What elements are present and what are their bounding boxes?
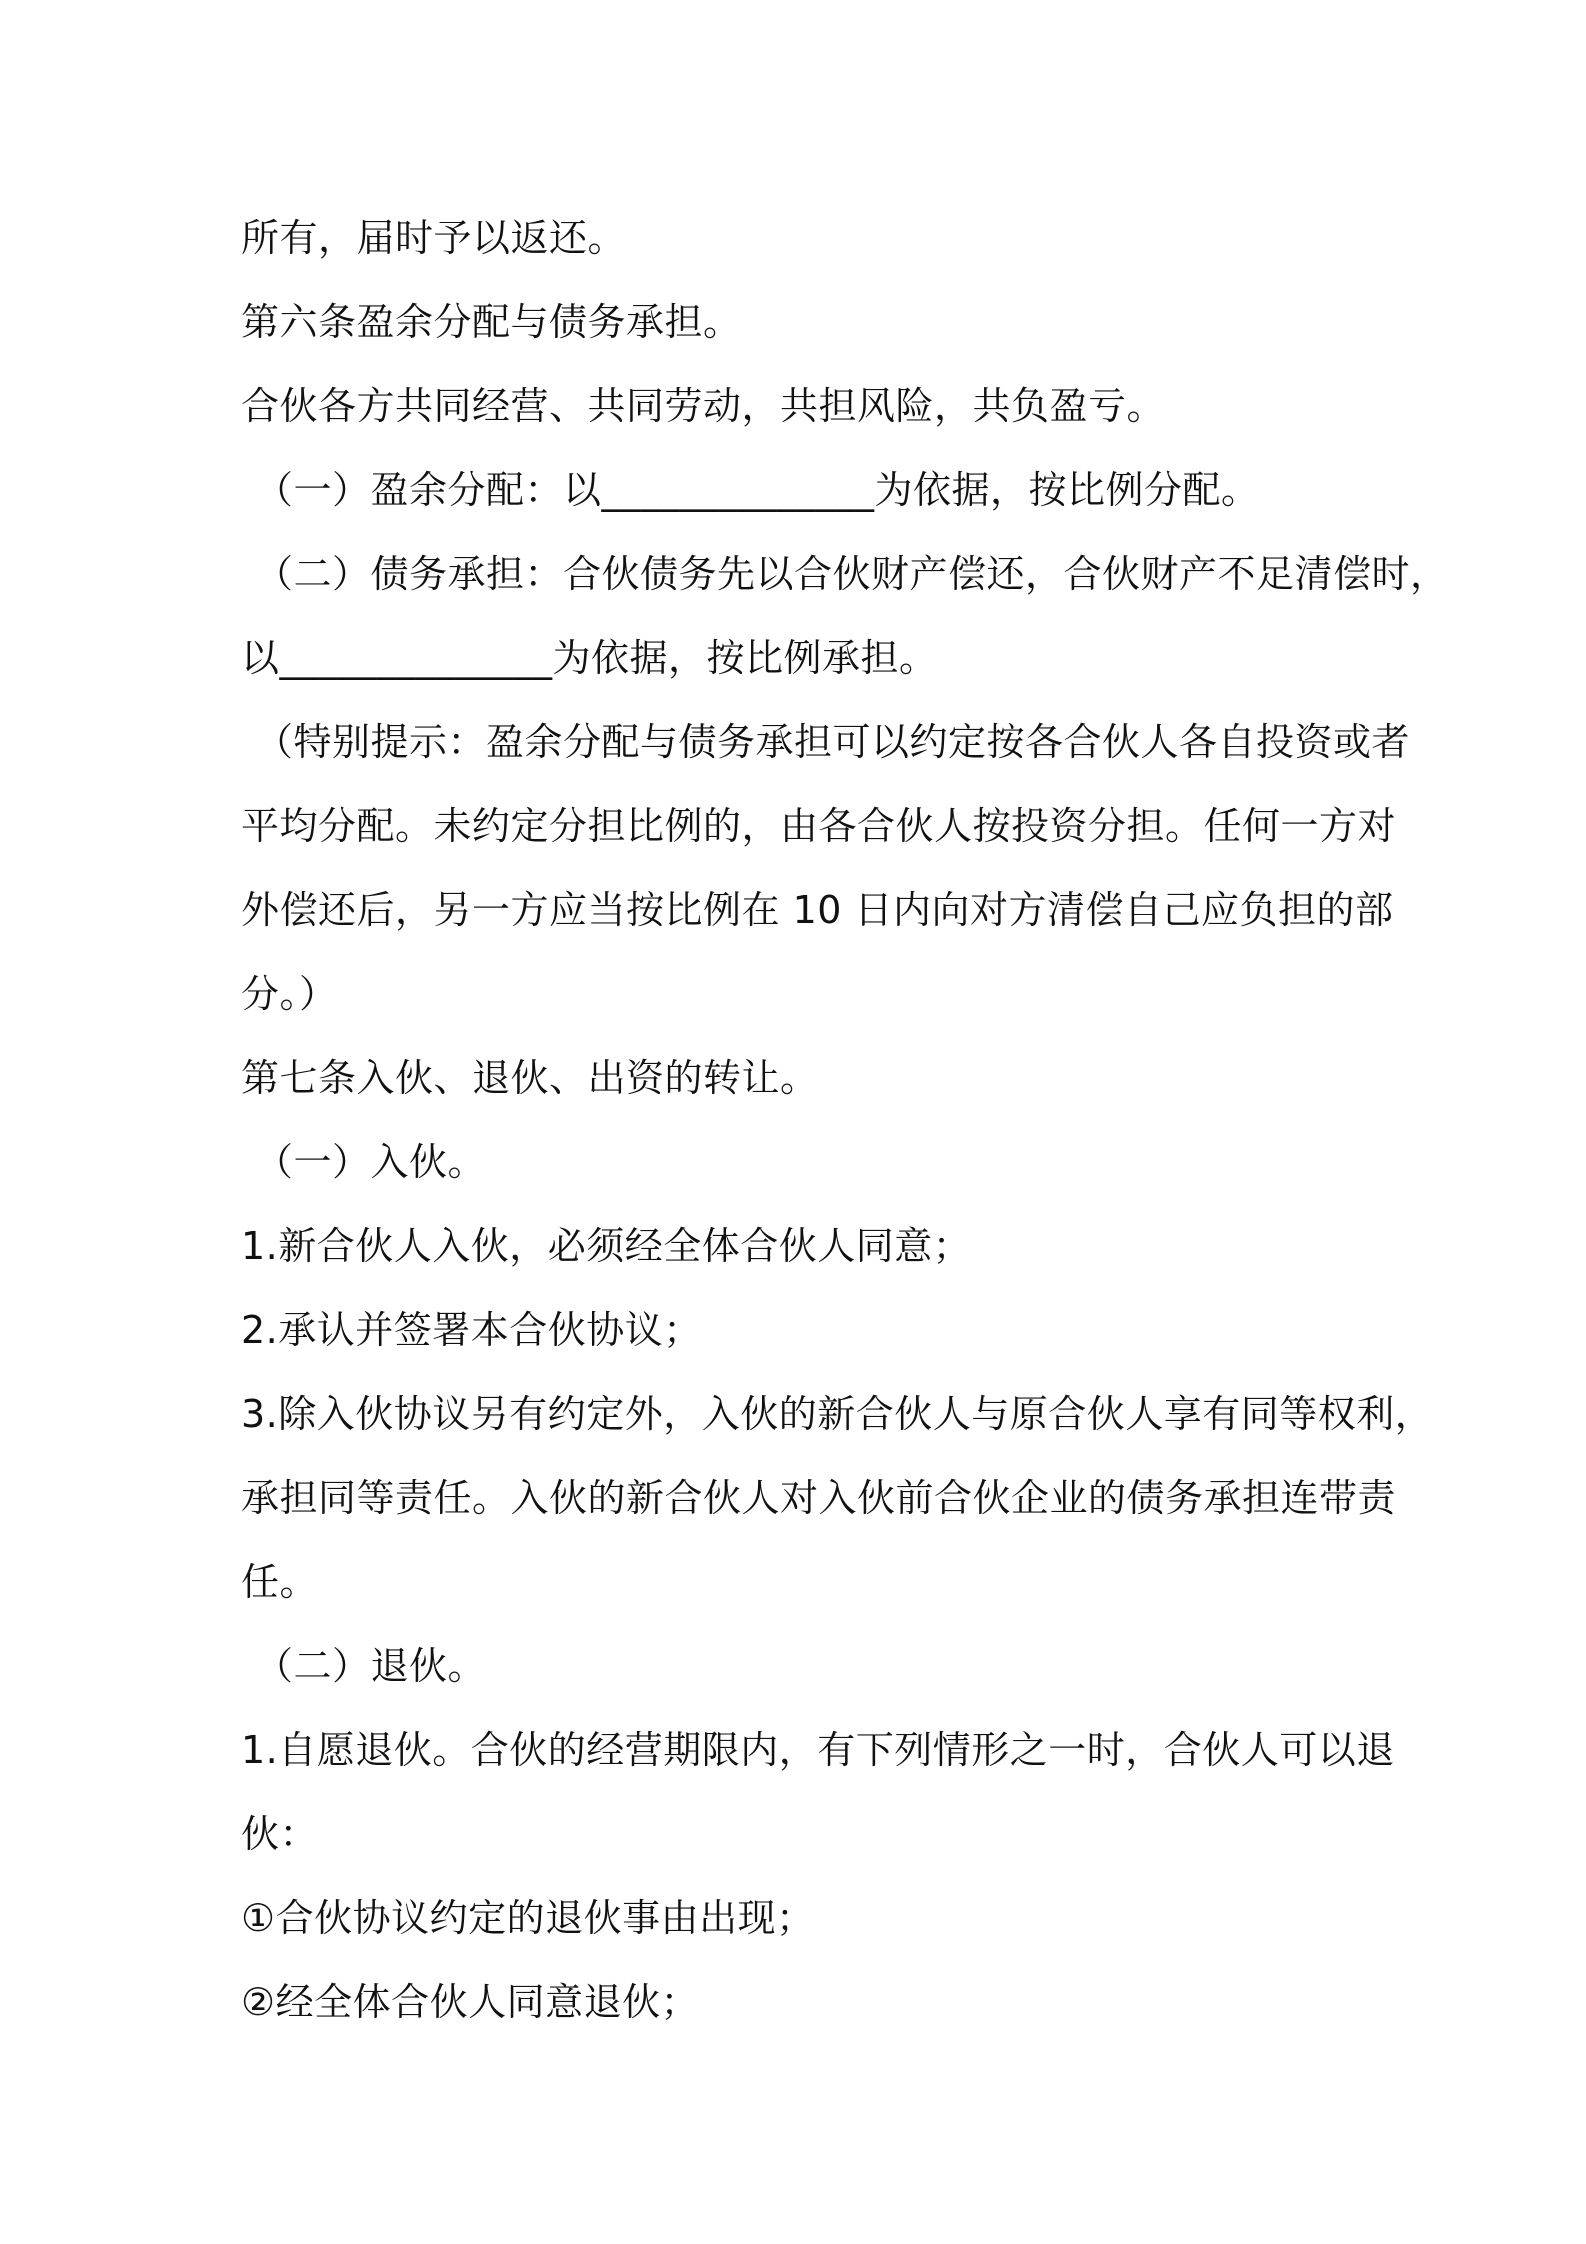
- section-withdrawal-heading: （二）退伙。: [255, 1644, 487, 1688]
- article-7-heading: 第七条入伙、退伙、出资的转让。: [241, 1056, 819, 1100]
- section-joining-heading: （一）入伙。: [255, 1140, 487, 1184]
- list-item: 3.除入伙协议另有约定外，入伙的新合伙人与原合伙人享有同等权利，: [241, 1392, 1434, 1436]
- text-line: 平均分配。未约定分担比例的，由各合伙人按投资分担。任何一方对: [241, 804, 1397, 848]
- text-line: 外偿还后，另一方应当按比例在 10 日内向对方清偿自己应负担的部: [241, 888, 1394, 932]
- special-note: （特别提示：盈余分配与债务承担可以约定按各合伙人各自投资或者: [255, 720, 1411, 764]
- list-item: 1.自愿退伙。合伙的经营期限内，有下列情形之一时，合伙人可以退: [241, 1728, 1395, 1772]
- text-line: 所有，届时予以返还。: [241, 216, 627, 260]
- text-line: 任。: [241, 1560, 319, 1604]
- text-line: 以______________为依据，按比例承担。: [241, 636, 938, 680]
- text-line: 分。）: [241, 972, 338, 1016]
- list-item: 2.承认并签署本合伙协议；: [241, 1308, 702, 1352]
- debt-bearing-clause: （二）债务承担：合伙债务先以合伙财产偿还，合伙财产不足清偿时，: [255, 552, 1449, 596]
- article-6-heading: 第六条盈余分配与债务承担。: [241, 300, 742, 344]
- list-item: ②经全体合伙人同意退伙；: [241, 1980, 700, 2024]
- text-line: 合伙各方共同经营、共同劳动，共担风险，共负盈亏。: [241, 384, 1166, 428]
- text-line: 伙：: [241, 1812, 319, 1856]
- list-item: ①合伙协议约定的退伙事由出现；: [241, 1896, 815, 1940]
- text-line: 承担同等责任。入伙的新合伙人对入伙前合伙企业的债务承担连带责: [241, 1476, 1397, 1520]
- profit-distribution-clause: （一）盈余分配：以______________为依据，按比例分配。: [255, 468, 1260, 512]
- document-body: [241, 196, 1449, 2044]
- list-item: 1.新合伙人入伙，必须经全体合伙人同意；: [241, 1224, 972, 1268]
